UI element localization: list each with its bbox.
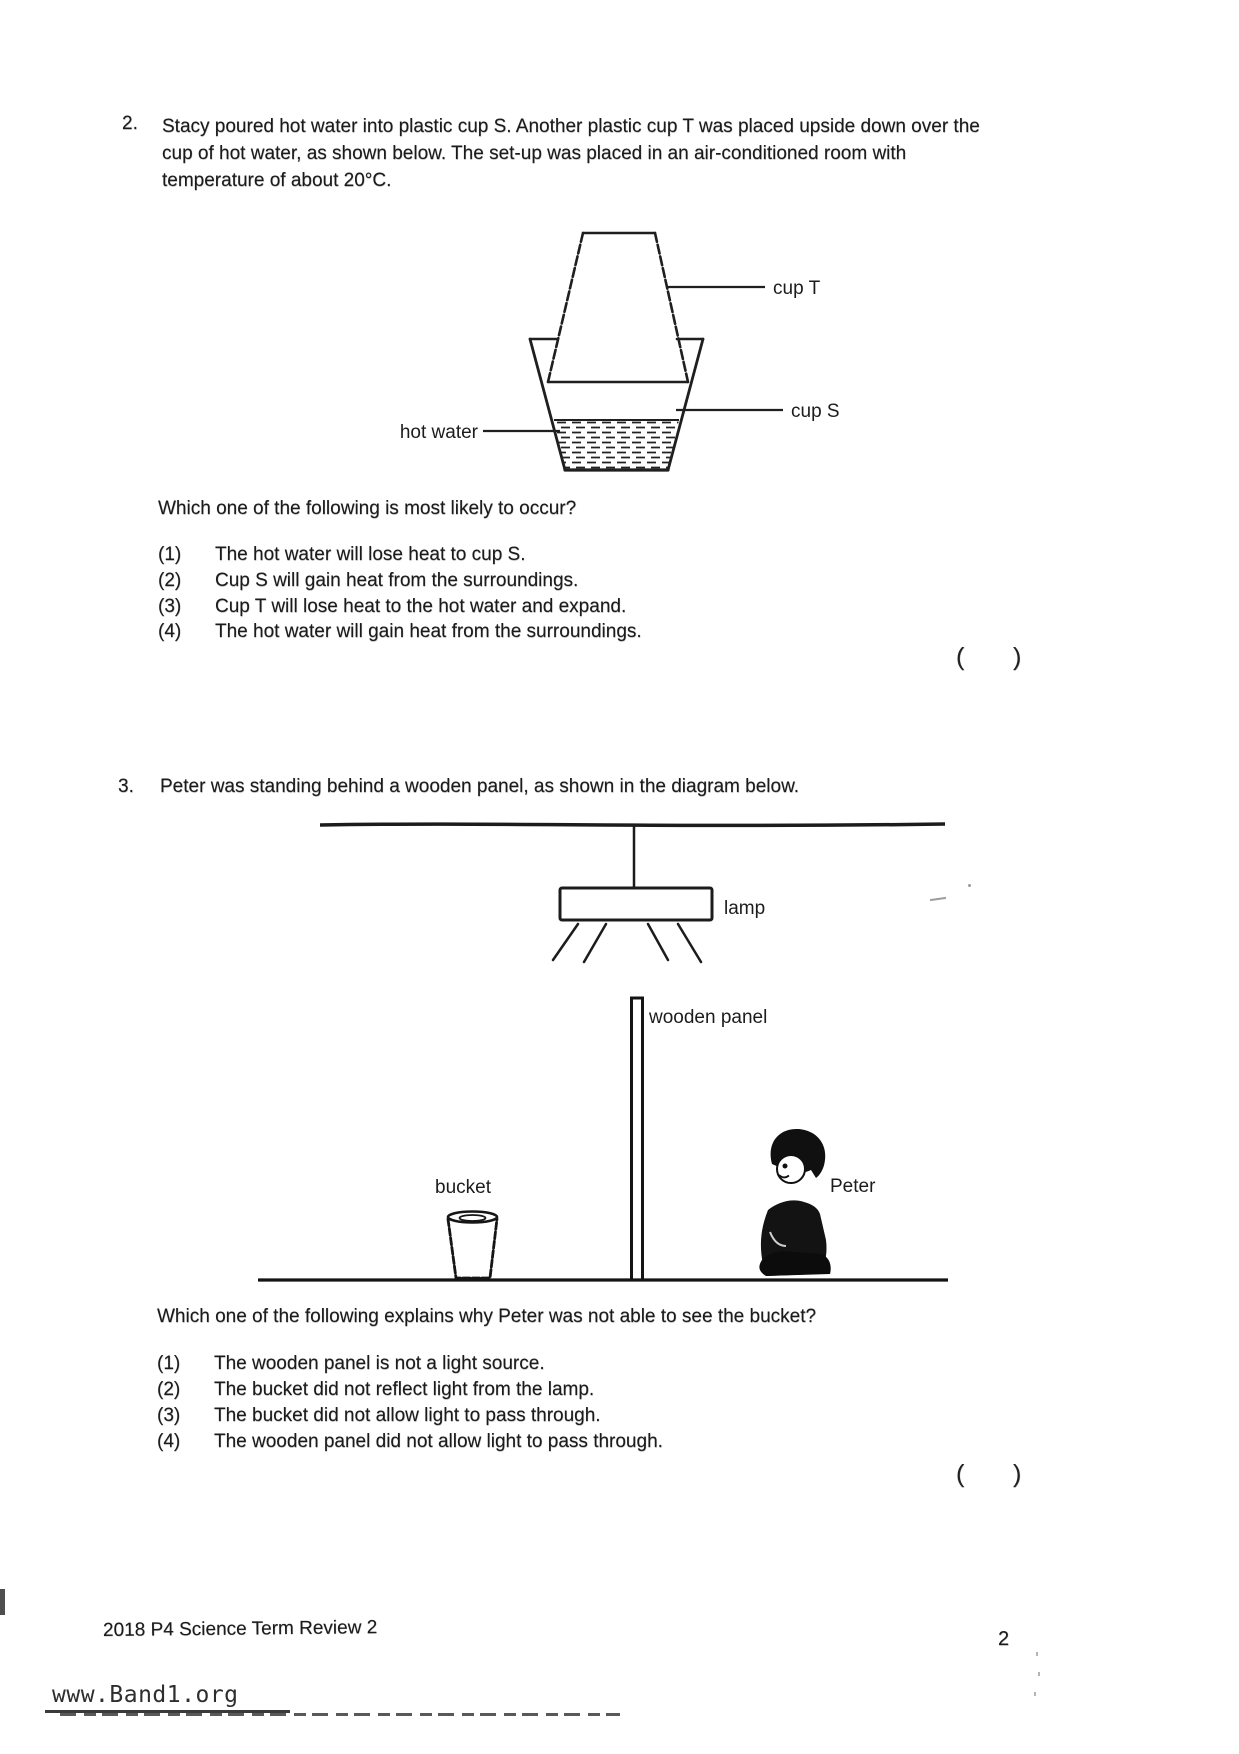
scan-artifact [1036, 1652, 1038, 1656]
scan-artifact [968, 884, 971, 887]
question-2-options [158, 544, 642, 647]
peter-figure [759, 1129, 830, 1276]
stem-line: temperature of about 20°C. [162, 170, 392, 191]
scan-artifact [0, 1589, 5, 1615]
lamp-label: lamp [724, 898, 766, 919]
option-text: The wooden panel is not a light source. [214, 1353, 545, 1374]
answer-bracket: ( ) [956, 1460, 1023, 1488]
option-text: Cup T will lose heat to the hot water and expand. [215, 595, 627, 617]
scan-artifact [1034, 1692, 1036, 1696]
question-3-text: Which one of the following explains why Peter was not able to see the bucket? [157, 1306, 817, 1327]
option-number: (4) [157, 1431, 181, 1452]
option-row [158, 570, 642, 596]
bucket-figure [448, 1212, 497, 1279]
option-text: The hot water will lose heat to cup S. [215, 544, 526, 565]
peter-label: Peter [830, 1176, 876, 1197]
wooden-panel-shape [632, 998, 643, 1280]
hot-water-label: hot water [399, 422, 478, 443]
lamp-shape [560, 888, 712, 920]
stem-line: cup of hot water, as shown below. The set-up was placed in an air-conditioned room with [162, 143, 907, 164]
option-number: (1) [157, 1353, 181, 1374]
cup-t-label: cup T [773, 278, 821, 299]
light-rays [553, 924, 701, 962]
answer-bracket: ( ) [956, 643, 1023, 671]
watermark-dash-line [60, 1713, 620, 1716]
option-number: (2) [158, 569, 182, 591]
bucket-label: bucket [435, 1177, 491, 1198]
option-row [157, 1431, 663, 1457]
cup-diagram [380, 225, 850, 490]
question-2-number: 2. [122, 113, 138, 134]
option-row [157, 1405, 663, 1431]
option-number: (3) [158, 595, 182, 617]
question-2-text: Which one of the following is most likely to occur? [158, 498, 577, 519]
question-3-options [157, 1353, 663, 1457]
option-row [157, 1379, 663, 1405]
option-row [158, 544, 642, 570]
cup-s-label: cup S [791, 401, 840, 422]
stem-line: Stacy poured hot water into plastic cup S. Another plastic cup T was placed upside down over the [162, 116, 980, 137]
option-text: The bucket did not reflect light from the lamp. [214, 1379, 595, 1400]
question-3-stem: Peter was standing behind a wooden panel, as shown in the diagram below. [160, 776, 800, 797]
option-row [158, 596, 642, 622]
question-3-number: 3. [118, 776, 134, 797]
option-text: The bucket did not allow light to pass through. [214, 1405, 601, 1426]
scan-artifact [1038, 1672, 1040, 1676]
option-number: (2) [157, 1379, 181, 1400]
cup-t-shape [548, 233, 688, 382]
option-text: The hot water will gain heat from the surroundings. [215, 621, 642, 643]
option-text: The wooden panel did not allow light to pass through. [214, 1431, 663, 1452]
room-diagram [248, 812, 948, 1290]
watermark-url: www.Band1.org [52, 1682, 239, 1708]
option-number: (1) [158, 544, 182, 565]
ceiling-line [320, 824, 945, 825]
wooden-panel-label: wooden panel [649, 1007, 768, 1028]
hot-water-fill [554, 420, 679, 470]
page-number: 2 [998, 1628, 1010, 1650]
option-row [157, 1353, 663, 1379]
question-2-stem [162, 113, 1062, 194]
option-row [158, 621, 642, 647]
option-number: (3) [157, 1405, 181, 1426]
footer-title: 2018 P4 Science Term Review 2 [102, 1617, 378, 1641]
option-number: (4) [158, 621, 182, 643]
option-text: Cup S will gain heat from the surroundings. [215, 569, 579, 591]
